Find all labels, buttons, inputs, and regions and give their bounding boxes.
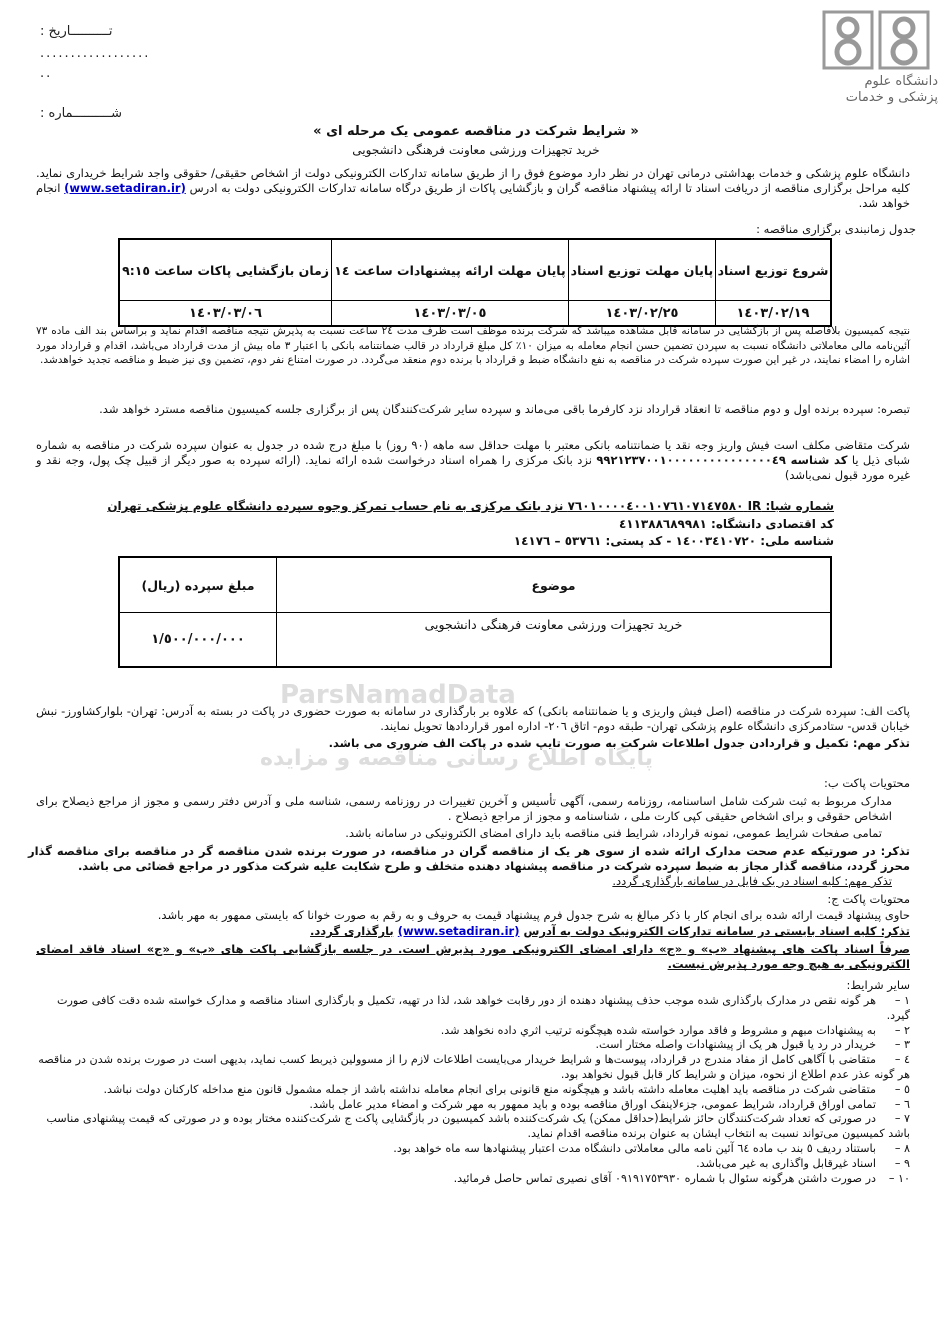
schedule-table [118, 238, 832, 327]
item-text: در صورت داشتن هرگونه سئوال با شماره ٠٩١٩١٧٥٣٩٣٠ آقای نصیری تماس حاصل فرمائید. [453, 1171, 876, 1185]
schedule-caption: جدول زمانبندی برگزاری مناقصه : [756, 222, 916, 236]
intro-text: دانشگاه علوم پزشکی و خدمات بهداشتی درمانی تهران در نظر دارد موضوع فوق را از طریق سامانه تدارکات الکترونیکی دولت از اشخاص حقیقی/ حقوقی واجد شرایط خریداری نماید. کلیه مراحل برگزاری مناقصه از دریافت اسناد تا ارائه پیشنهاد مناقصه گران و بازگشایی پاکات از طریق درگاه سامانه تدارکات الکترونیکی دولت به ادرس [36, 166, 911, 195]
list-item [36, 1098, 910, 1113]
item-number: ٢ – [894, 1023, 910, 1037]
list-item [36, 1112, 910, 1142]
item-text: متقاضی شرکت در مناقصه باید اهلیت معامله داشته باشد و هیچگونه منع قانونی برای انجام معامله نداشته باشد از جمله مشمول قانون منع مداخله کارکنان دولت نباشد. [103, 1082, 876, 1096]
item-text: خریدار در رد یا قبول هر یک از پیشنهادات واصله مختار است. [595, 1038, 876, 1052]
watermark-text: ParsNamadData [280, 680, 516, 710]
item-number: ١ – [894, 994, 910, 1007]
list-item [36, 1083, 910, 1098]
packet-c-upload [36, 924, 910, 939]
commission-paragraph: نتیجه کمیسیون بلافاصله پس از بازگشایی در سامانه قابل مشاهده میباشد که شرکت برنده موظف است ظرف مدت ٢٤ ساعت نسبت به پذیرش نتیجه مناقصه اقدام نماید و براساس بند الف ماده ٧٣ آئین‌نامه مالی معاملاتی دانشگاه نسبت به سپردن تضمین حسن انجام معامله به میزان ١٠٪ کل مبلغ قرارداد در قالب ضمانتنامه بانکی با اعتبار ٣ ماه بیش از مدت قرارداد می‌باشد، اقدام و قرارداد مورد اشاره را امضاء نمایند، در غیر این صورت سپرده شرکت در مناقصه به نفع دانشگاه ضبط و قرارداد با برنده دوم منعقد می‌گردد. در صورت امتناع نفر دوم، تضمین وی نیز ضبط و مناقصه تجدید خواهدشد. [36, 325, 910, 366]
deposit-text: شرکت متقاضی مکلف است فیش واریز وجه نقد یا ضمانتنامه بانکی معتبر با مهلت حداقل سه ماهه (٩٠ روز) با مبلغ درج شده در جدول به عنوان سپرده شرکت در مناقصه به شماره شبای ذیل یا [36, 438, 910, 467]
packet-b-title: محتویات پاکت ب: [823, 776, 910, 790]
list-item [36, 1172, 910, 1187]
economic-code: کد اقتصادی دانشگاه: ٤١١٣٨٨٦٨٩٩٨١ [618, 517, 834, 531]
item-number: ٤ – [894, 1053, 910, 1067]
list-item [36, 1157, 910, 1172]
schedule-value-row [119, 301, 831, 327]
list-item [36, 1053, 910, 1083]
schedule-value: ١٤٠٣/٠٣/٠٥ [332, 301, 569, 327]
logo-emblem-icon [818, 8, 942, 128]
watermark-subtext: پایگاه اطلاع رسانی مناقصه و مزایده [260, 746, 653, 771]
conditions-list [36, 994, 910, 1186]
setadiran-link[interactable]: (www.setadiran.ir) [64, 181, 186, 195]
university-logo [818, 8, 942, 128]
schedule-header: پایان مهلت توزیع اسناد [568, 239, 715, 301]
deposit-subject: خرید تجهیزات ورزشی معاونت فرهنگی دانشجویی [277, 613, 832, 668]
deposit-text-end: نزد بانک مرکزی را همراه اسناد درخواست شده ارائه نماید. (ارائه سپرده به صور دیگر از قبیل چک پول، وجه نقد و غیره مورد قبول نمی‌باشد) [36, 453, 910, 482]
date-dots-line1: .................. [40, 46, 151, 61]
packet-signature-rule: صرفاً اسناد پاکت های پیشنهاد «ب» و «ج» دارای امضای الکترونیکی مورد پذیرش است. در جلسه بازگشایی پاکت های «ب» و «ج» اسناد فاقد امضای الکترونیکی به هیچ وجه مورد پذیرش نیست. [36, 942, 910, 971]
page-subtitle: خرید تجهیزات ورزشی معاونت فرهنگی دانشجویی [352, 143, 600, 157]
intro-text-end: انجام خواهد شد. [36, 181, 910, 210]
logo-text-line1: دانشگاه علوم [864, 74, 938, 89]
deposit-header-row [119, 557, 831, 613]
logo-text-line2: پزشکی و خدمات [845, 90, 938, 105]
date-dots-line2: .. [40, 66, 53, 81]
deposit-table [118, 556, 832, 668]
schedule-header: پایان مهلت ارائه پیشنهادات ساعت ١٤ [332, 239, 569, 301]
list-item [36, 1142, 910, 1157]
item-text: متقاضی با آگاهی کامل از مفاد مندرج در قرارداد، پیوست‌ها و شرایط خریدار می‌بایست اطلاعات لازم را از مسوولین ذیربط کسب نماید، بدیهی است در صورت برنده شدن در مناقصه هر گونه عذر عدم اطلاع از نحوه، میزان و شرایط کار قابل قبول نخواهد بود. [38, 1053, 910, 1081]
packet-b-signature: تمامی صفحات شرایط عمومی، نمونه قرارداد، شرایط فنی مناقصه باید دارای امضای الکترونیکی در سامانه باشد. [345, 826, 882, 840]
schedule-header-row [119, 239, 831, 301]
packet-a-note: تذکر مهم: تکمیل و قراردادن جدول اطلاعات شرکت به صورت تایپ شده در پاکت الف ضروری می باشد. [328, 736, 910, 750]
other-conditions-title: سایر شرایط: [846, 978, 910, 992]
list-item [36, 1038, 910, 1053]
item-number: ٩ – [894, 1156, 910, 1170]
number-label: شــــــــــماره : [40, 106, 123, 121]
packet-c-upload-end: بارگذاری گردد. [310, 924, 394, 938]
packet-a-text: پاکت الف: سپرده شرکت در مناقصه (اصل فیش واریزی و یا ضمانتنامه بانکی) که علاوه بر بارگذاری در سامانه به صورت حضوری در پاکت در بسته به آدرس: تهران- بلوارکشاورز- نبش خیابان قدس- ستادمرکزی دانشگاه علوم پزشکی تهران- طبقه دوم- اتاق ٢٠٦- اداره امور قراردادها تحویل نمایند. [36, 704, 910, 733]
intro-paragraph [36, 166, 910, 211]
item-number: ٣ – [894, 1038, 910, 1052]
sheba-number: شماره شبا: IR ٧٦٠١٠٠٠٠٤٠٠١٠٧٦١٠٧١٤٧٥٨٠ نزد بانک مرکزی به نام حساب تمرکز وجوه سپرده دانشگاه علوم پزشکی تهران [107, 499, 834, 513]
item-number: ١٠ – [888, 1171, 910, 1185]
schedule-value: ١٤٠٣/٠٢/٢٥ [568, 301, 715, 327]
item-text: تمامی اوراق قرارداد، شرایط عمومی، جزءلاینفک اوراق مناقصه بوده و باید ممهور به مهر شرکت و امضاء مدیر عامل باشد. [309, 1097, 876, 1111]
packet-c-upload-text: تذکر: کلیه اسناد بایستی در سامانه تدارکات الکترونیک دولت به آدرس [523, 924, 910, 938]
item-number: ٨ – [894, 1141, 910, 1155]
date-label: تــــــــــاریخ : [40, 24, 113, 39]
deposit-header-amount: مبلغ سپرده (ریال) [119, 557, 277, 613]
national-id: شناسه ملی: ١٤٠٠٣٤١٠٧٢٠ - کد پستی: ٥٣٧٦١ – ١٤١٧٦ [513, 534, 834, 548]
list-item [36, 994, 910, 1024]
item-number: ٧ – [894, 1112, 910, 1126]
item-text: باستناد ردیف ٥ بند ب ماده ٦٤ آئین نامه مالی معاملاتی دانشگاه مدت اعتبار پیشنهادها سه ماه خواهد بود. [393, 1141, 876, 1155]
item-text: به پیشنهادات مبهم و مشروط و فاقد موارد خواسته شده هیچگونه ترتیب اثري داده نخواهد شد. [440, 1023, 876, 1037]
deposit-id-code: کد شناسه ٩٩٢١٢٣٧٠٠١٠٠٠٠٠٠٠٠٠٠٠٠٠٠٠٤٩ [596, 453, 848, 467]
item-text: هر گونه نقص در مدارک بارگذاری شده موجب حذف پیشنهاد دهنده از دور رقابت خواهد شد، لذا در تهیه، تکمیل و بارگذاری اسناد مناقصه و مدارک خواسته شده دقت کافی صورت گیرد. [56, 994, 910, 1022]
item-number: ٥ – [894, 1082, 910, 1096]
item-number: ٦ – [894, 1097, 910, 1111]
note-paragraph: تبصره: سپرده برنده اول و دوم مناقصه تا انعقاد قرارداد نزد کارفرما باقی می‌ماند و سپرده سایر شرکت‌کنندگان پس از برگزاری جلسه کمیسیون مناقصه مسترد خواهد شد. [99, 402, 910, 416]
deposit-paragraph [36, 438, 910, 483]
page-title: « شرایط شرکت در مناقصه عمومی یک مرحله ای » [313, 124, 639, 139]
schedule-value: ١٤٠٣/٠٣/٠٦ [119, 301, 332, 327]
deposit-row [119, 613, 831, 668]
packet-c-text: حاوی پیشنهاد قیمت ارائه شده برای انجام کار با ذکر مبالغ به شرح جدول فرم پیشنهاد قیمت به حروف و به رقم به صورت خوانا که بایستی ممهور به مهر باشد. [157, 908, 910, 922]
packet-b-docs: مدارک مربوط به ثبت شرکت شامل اساسنامه، روزنامه رسمی، آگهی تأسیس و آخرین تغییرات در روزنامه رسمی، شناسه ملی و آدرس دفتر رسمی و مجوز از مراجع ذیصلاح برای اشخاص حقوقی و برای اشخاص حقیقی کپی کارت ملی ، شناسنامه و مجوز از مراجع ذیصلاح . [36, 794, 892, 823]
list-item [36, 1024, 910, 1039]
deposit-header-subject: موضوع [277, 557, 832, 613]
packet-upload-note: تذکر مهم: کلیه اسناد در یک فایل در سامانه بارگذاری گردد. [612, 874, 892, 888]
schedule-header: زمان بازگشایی پاکات ساعت ٩:١٥ [119, 239, 332, 301]
item-text: اسناد غیرقابل واگذاری به غیر می‌باشد. [696, 1156, 876, 1170]
deposit-amount: ١/٥٠٠/٠٠٠/٠٠٠ [119, 613, 277, 668]
schedule-header: شروع توزیع اسناد [716, 239, 832, 301]
packet-c-title: محتویات پاکت ج: [827, 892, 910, 906]
setadiran-link-2[interactable]: (www.setadiran.ir) [397, 924, 520, 938]
item-text: در صورتی که تعداد شرکت‌کنندگان حائز شرایط(حداقل ممکن) یک شرکت‌کننده باشد کمیسیون در بازگشایی پاکت ج شرکت‌کننده مختار بوده و در صورتی که قیمت پیشنهادی مناسب باشد کمیسیون می‌تواند نسبت به انتخاب ایشان به عنوان برنده مناقصه اقدام نماید. [46, 1112, 910, 1141]
schedule-value: ١٤٠٣/٠٢/١٩ [716, 301, 832, 327]
packet-warning: تذکر: در صورتیکه عدم صحت مدارک ارائه شده از سوی هر یک از مناقصه گران در مناقصه، در صورت برنده شدن مناقصه گر در مناقصه برای مناقصه گذار محرز گردد، مناقصه گذار مجاز به ضبط سپرده شرکت در مناقصه پیشنهاد دهنده متخلف و طرح شکایت علیه شرکت مذکور در مراجع قضائی می باشد. [28, 844, 910, 873]
